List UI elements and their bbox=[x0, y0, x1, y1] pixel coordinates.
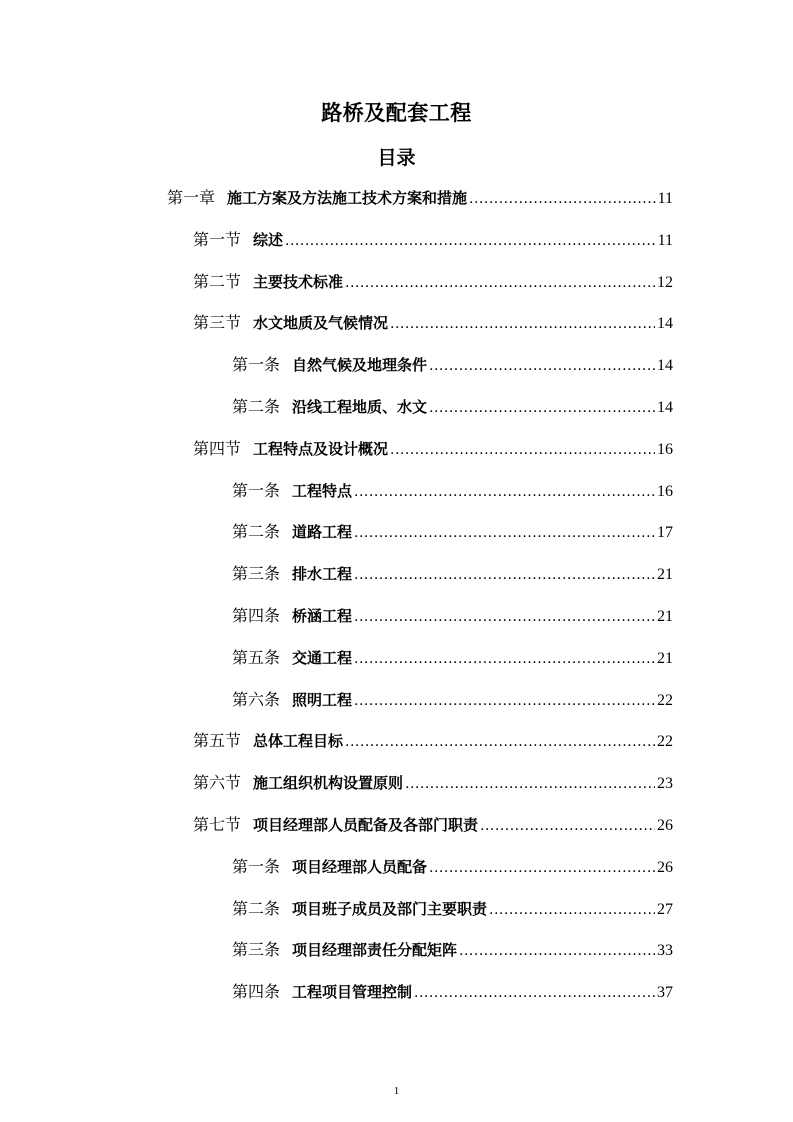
toc-entry-number: 第二条 bbox=[232, 397, 281, 416]
toc-entry-title: 综述 bbox=[253, 230, 284, 249]
toc-entry-number: 第一节 bbox=[193, 229, 242, 249]
toc-entry[interactable] bbox=[232, 854, 673, 880]
toc-entry-title: 施工方案及方法施工技术方案和措施 bbox=[227, 189, 468, 207]
toc-entry-title: 项目经理部责任分配矩阵 bbox=[292, 941, 458, 960]
toc-entry[interactable] bbox=[232, 352, 673, 378]
toc-entry-title: 照明工程 bbox=[292, 690, 353, 709]
toc-entry-page: 16 bbox=[657, 440, 673, 458]
toc-dot-leader bbox=[354, 479, 655, 505]
toc-entry-title: 自然气候及地理条件 bbox=[292, 356, 428, 375]
toc-entry-number: 第六条 bbox=[232, 689, 281, 709]
toc-entry-title: 项目经理部人员配备及各部门职责 bbox=[253, 816, 479, 834]
toc-entry[interactable] bbox=[232, 519, 673, 545]
toc-entry[interactable] bbox=[232, 561, 673, 587]
toc-entry-title: 工程特点及设计概况 bbox=[253, 439, 389, 458]
toc-entry-title: 工程特点 bbox=[292, 481, 353, 500]
toc-entry-title: 排水工程 bbox=[292, 565, 353, 584]
toc-dot-leader bbox=[354, 646, 655, 672]
document-title: 路桥及配套工程 bbox=[321, 101, 472, 125]
toc-entry-number: 第四条 bbox=[232, 982, 281, 1002]
toc-dot-leader bbox=[354, 688, 655, 714]
toc-entry-page: 11 bbox=[657, 231, 673, 249]
toc-dot-leader bbox=[429, 353, 655, 379]
toc-entry-page: 27 bbox=[657, 900, 673, 918]
toc-dot-leader bbox=[414, 980, 655, 1006]
toc-dot-leader bbox=[469, 186, 656, 212]
toc-entry[interactable] bbox=[193, 770, 673, 796]
toc-entry[interactable] bbox=[232, 478, 673, 504]
toc-entry-page: 26 bbox=[657, 817, 673, 834]
toc-entry[interactable] bbox=[232, 645, 673, 671]
toc-entry-title: 总体工程目标 bbox=[253, 732, 344, 751]
toc-entry-page: 21 bbox=[657, 649, 673, 667]
toc-entry-title: 施工组织机构设置原则 bbox=[253, 774, 404, 793]
toc-entry-number: 第二条 bbox=[232, 522, 281, 542]
toc-dot-leader bbox=[429, 855, 655, 881]
toc-entry-page: 33 bbox=[657, 942, 673, 960]
toc-entry-page: 21 bbox=[657, 608, 673, 625]
toc-entry-title: 桥涵工程 bbox=[292, 607, 353, 625]
toc-entry-title: 项目班子成员及部门主要职责 bbox=[292, 899, 488, 918]
toc-dot-leader bbox=[345, 729, 655, 755]
toc-entry[interactable] bbox=[232, 896, 673, 922]
toc-entry-number: 第六节 bbox=[193, 773, 242, 793]
toc-entry[interactable] bbox=[193, 269, 673, 295]
toc-entry-title: 项目经理部人员配备 bbox=[292, 857, 428, 876]
toc-dot-leader bbox=[345, 270, 655, 296]
toc-entry-page: 37 bbox=[657, 984, 673, 1002]
toc-entry-number: 第四节 bbox=[193, 438, 242, 458]
toc-entry-page: 21 bbox=[657, 566, 673, 584]
toc-entry-title: 交通工程 bbox=[292, 648, 353, 667]
toc-entry-number: 第一条 bbox=[232, 355, 281, 375]
toc-entry-page: 14 bbox=[657, 399, 673, 416]
page-number: 1 bbox=[393, 1085, 400, 1097]
toc-entry[interactable] bbox=[232, 394, 673, 420]
toc-dot-leader bbox=[405, 771, 655, 797]
toc-entry-page: 22 bbox=[657, 691, 673, 709]
toc-entry[interactable] bbox=[232, 603, 673, 629]
toc-entry-number: 第五条 bbox=[232, 647, 281, 667]
toc-heading: 目录 bbox=[377, 147, 416, 169]
toc-entry[interactable] bbox=[193, 436, 673, 462]
toc-entry-number: 第七节 bbox=[193, 815, 242, 834]
toc-entry-number: 第三条 bbox=[232, 564, 281, 584]
toc-entry-number: 第二条 bbox=[232, 898, 281, 918]
toc-entry-number: 第一章 bbox=[167, 188, 216, 207]
toc-entry-title: 主要技术标准 bbox=[253, 272, 344, 291]
toc-dot-leader bbox=[480, 813, 655, 839]
toc-entry-page: 14 bbox=[657, 357, 673, 375]
toc-entry-page: 12 bbox=[657, 273, 673, 291]
toc-entry-page: 22 bbox=[657, 733, 673, 751]
toc-entry-title: 水文地质及气候情况 bbox=[253, 314, 389, 333]
toc-entry-number: 第五节 bbox=[193, 731, 242, 751]
toc-entry-number: 第四条 bbox=[232, 606, 281, 625]
toc-dot-leader bbox=[354, 562, 655, 588]
toc-entry[interactable] bbox=[232, 687, 673, 713]
toc-entry[interactable] bbox=[193, 310, 673, 336]
toc-dot-leader bbox=[489, 897, 655, 923]
toc-entry[interactable] bbox=[193, 812, 673, 838]
toc-entry-title: 沿线工程地质、水文 bbox=[292, 398, 428, 416]
toc-dot-leader bbox=[429, 395, 655, 421]
toc-entry[interactable] bbox=[193, 227, 673, 253]
toc-entry[interactable] bbox=[193, 728, 673, 754]
toc-dot-leader bbox=[285, 228, 656, 254]
toc-entry-page: 14 bbox=[657, 315, 673, 333]
toc-entry-number: 第一条 bbox=[232, 480, 281, 500]
toc-entry-number: 第三条 bbox=[232, 940, 281, 960]
toc-entry-number: 第三节 bbox=[193, 313, 242, 333]
toc-entry-title: 工程项目管理控制 bbox=[292, 983, 413, 1002]
toc-entry[interactable] bbox=[232, 937, 673, 963]
toc-entry-page: 23 bbox=[657, 775, 673, 793]
toc-dot-leader bbox=[390, 311, 655, 337]
toc-entry[interactable] bbox=[167, 185, 673, 211]
toc-entry-page: 26 bbox=[657, 858, 673, 876]
toc-dot-leader bbox=[354, 520, 655, 546]
toc-dot-leader bbox=[459, 938, 655, 964]
toc-entry-page: 11 bbox=[657, 190, 673, 207]
toc-entry-page: 16 bbox=[657, 482, 673, 500]
toc-dot-leader bbox=[390, 437, 655, 463]
toc-dot-leader bbox=[354, 604, 655, 630]
toc-entry-number: 第二节 bbox=[193, 271, 242, 291]
toc-entry-number: 第一条 bbox=[232, 856, 281, 876]
toc-entry-title: 道路工程 bbox=[292, 523, 353, 542]
toc-entry-page: 17 bbox=[657, 524, 673, 542]
toc-entry[interactable] bbox=[232, 979, 673, 1005]
